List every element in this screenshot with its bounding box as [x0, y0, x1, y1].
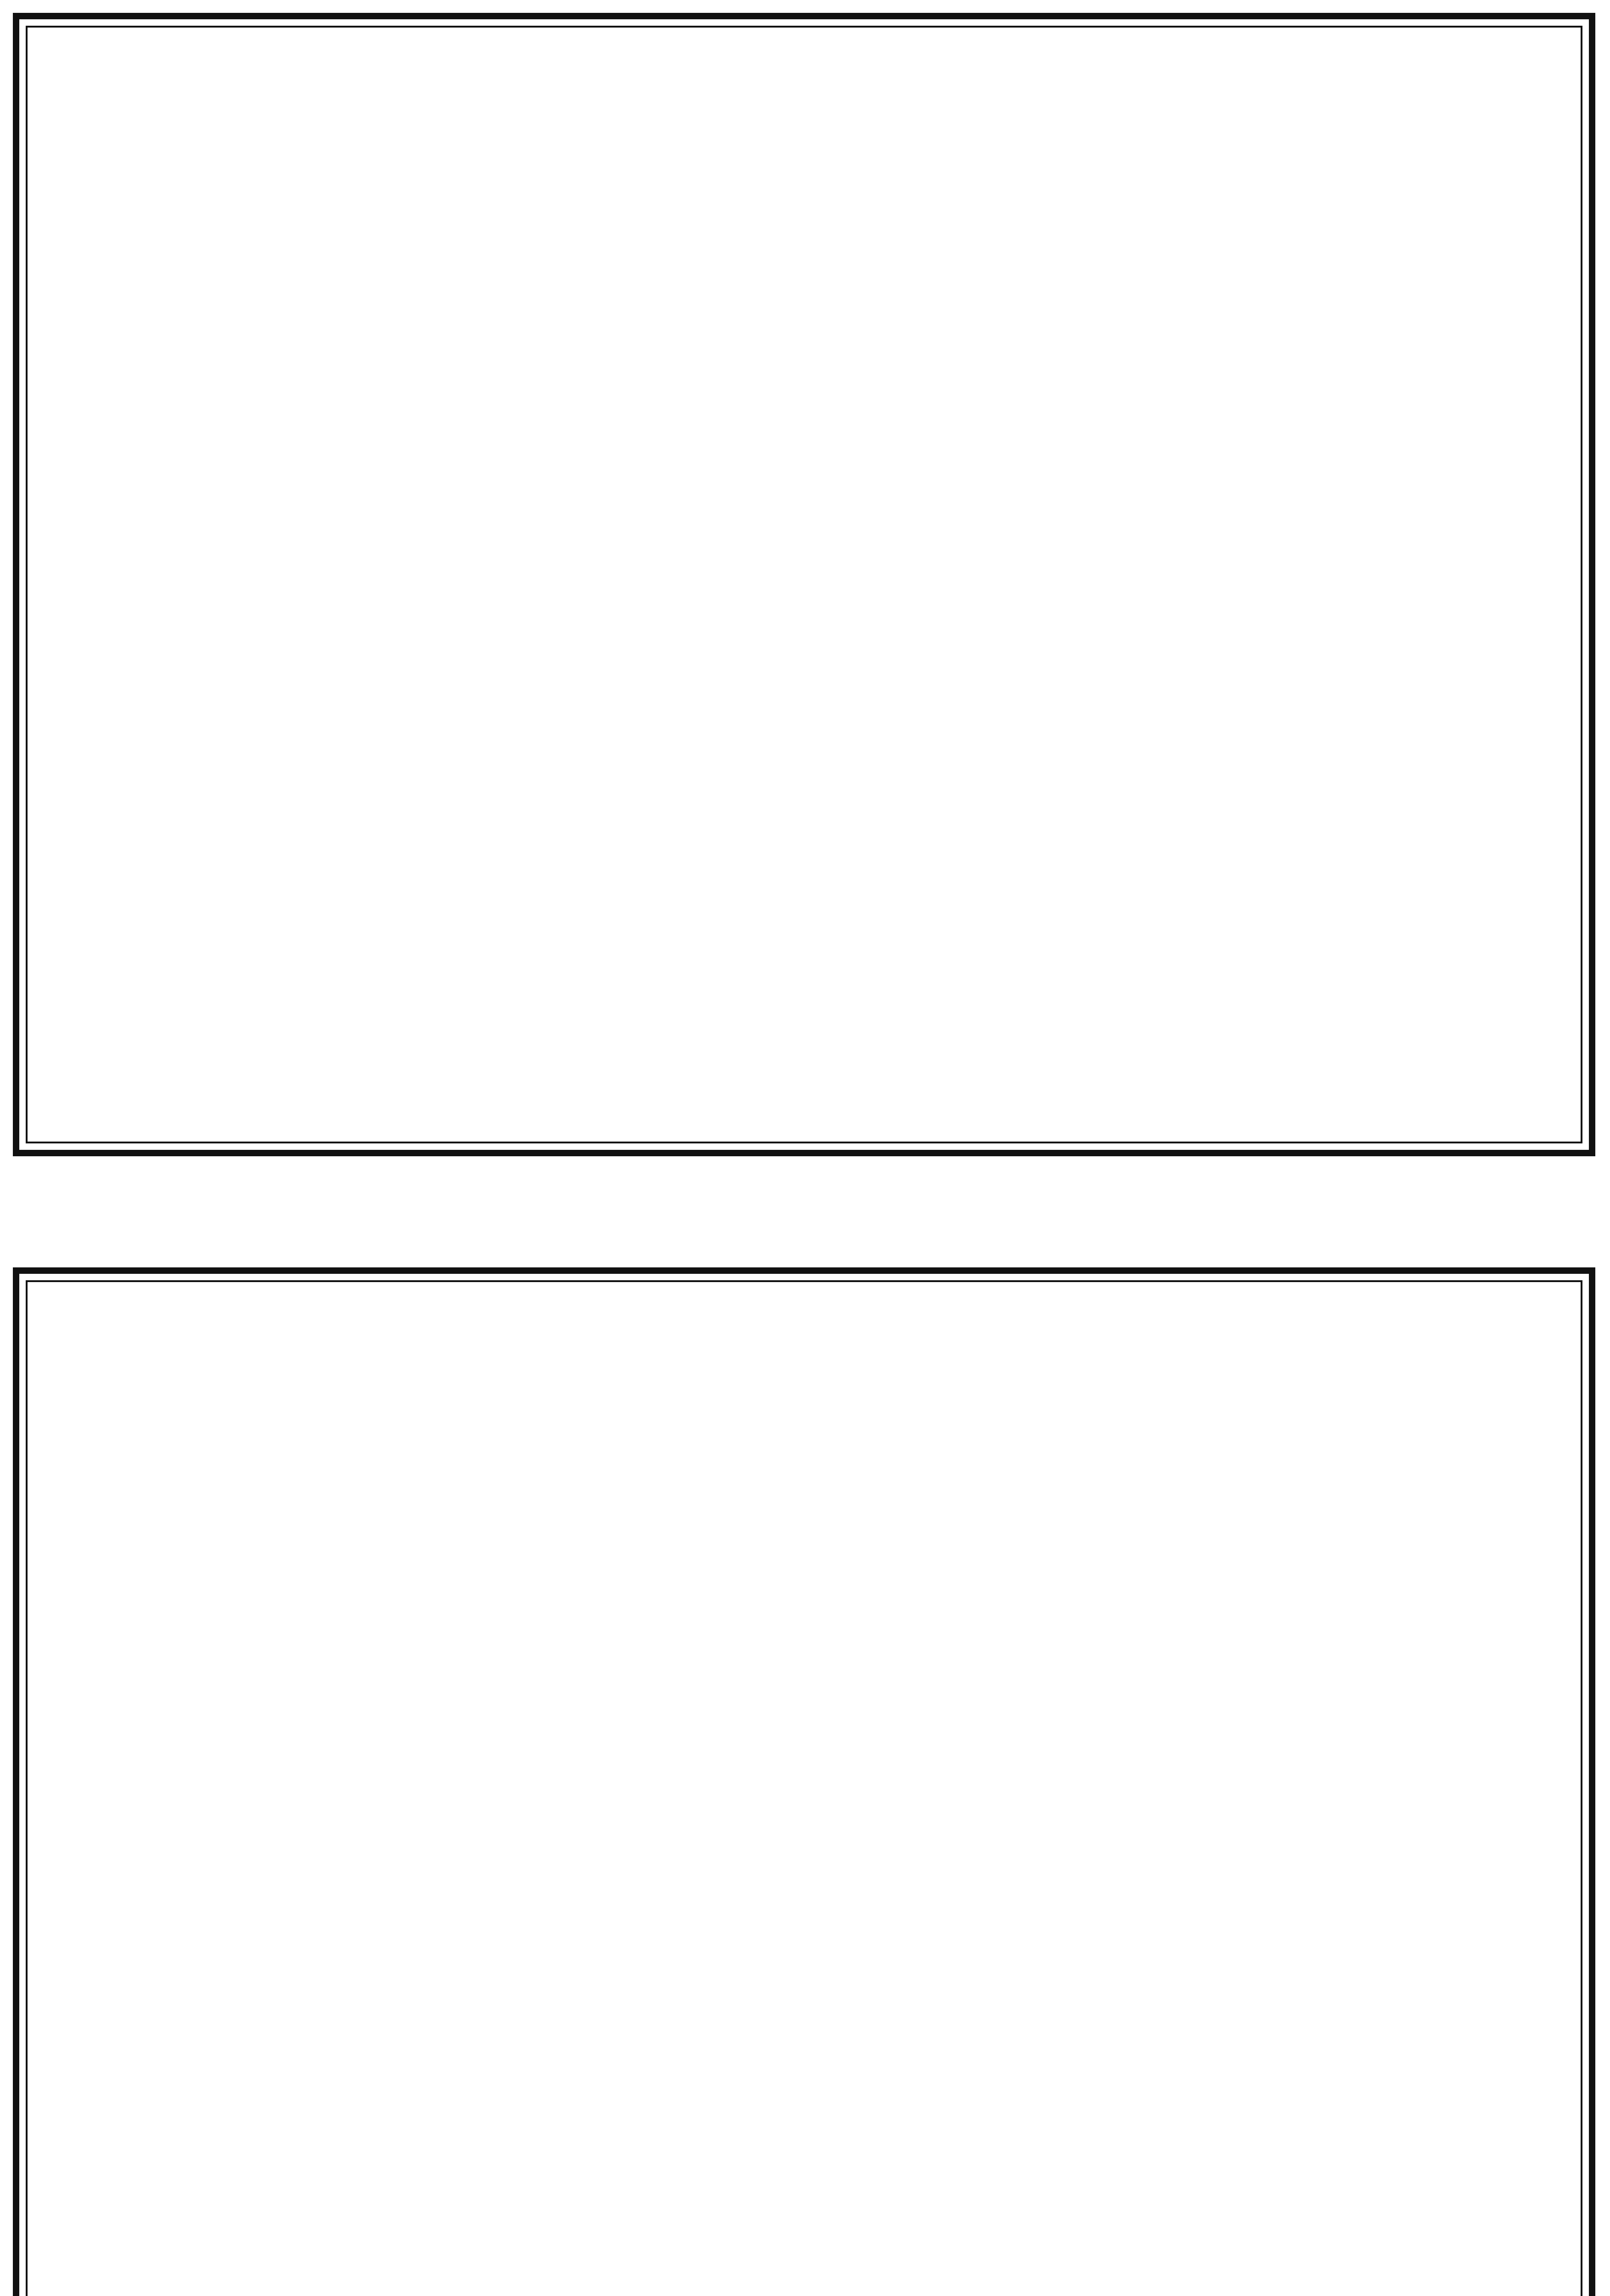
page-top — [13, 13, 1595, 1156]
page-bottom — [13, 1267, 1595, 2296]
text-columns — [33, 1288, 1575, 2296]
text-columns — [33, 33, 1575, 1136]
